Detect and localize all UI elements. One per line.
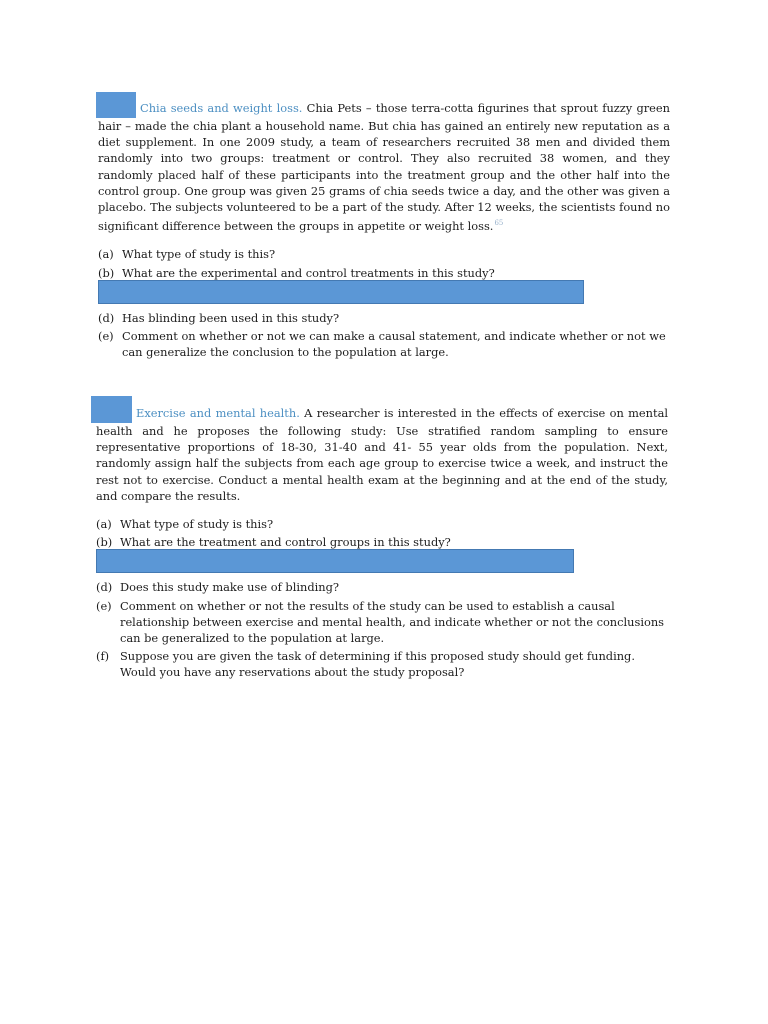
question-label: (d) — [96, 580, 113, 595]
problem-title: Chia seeds and weight loss. — [140, 101, 303, 115]
question-list — [96, 516, 668, 681]
question-text: What type of study is this? — [120, 517, 274, 532]
question-label: (e) — [96, 598, 112, 613]
question-label: (b) — [98, 265, 115, 280]
question-text: What are the experimental and control treatments in this study? — [122, 265, 495, 280]
question-item — [98, 246, 670, 262]
redacted-problem-number — [96, 92, 136, 118]
question-text: What are the treatment and control groups in this study? — [120, 535, 451, 550]
question-item — [96, 516, 668, 532]
question-item — [96, 648, 668, 680]
problem-intro — [96, 396, 668, 504]
redaction-bar — [96, 549, 574, 573]
redacted-problem-number — [91, 396, 132, 423]
question-text: Does this study make use of blinding? — [120, 580, 340, 595]
question-label: (a) — [98, 247, 114, 262]
question-label: (d) — [98, 310, 115, 325]
problem-exercise-mental-health — [96, 396, 668, 683]
problem-title: Exercise and mental health. — [136, 406, 300, 420]
redacted-question — [96, 549, 668, 573]
question-text: Comment on whether or not we can make a causal statement, and indicate whether or not we can generalize the conclusion to the population at large. — [122, 329, 666, 360]
question-label: (e) — [98, 329, 114, 344]
problem-body: Chia Pets – those terra-cotta figurines that sprout fuzzy green hair – made the chia plant a household name. But chia has gained an entirely new reputation as a diet supplement. In one 2009 study, a team of researchers recruited 38 men and divided them randomly into two groups: treatment or control. They also recruited 38 women, and they randomly placed half of these participants into the treatment group and the other half into the control group. One group was given 25 grams of chia seeds twice a day, and the other was given a placebo. The subjects volunteered to be a part of the study. After 12 weeks, the scientists found no significant difference between the groups in appetite or weight loss. — [98, 101, 671, 234]
question-text: Comment on whether or not the results of the study can be used to establish a causal relationship between exercise and mental health, and indicate whether or not the conclusions can be generalized to the population at large. — [120, 598, 665, 646]
redaction-bar — [98, 280, 584, 304]
question-list — [98, 246, 670, 360]
question-item — [98, 328, 670, 360]
problem-chia-seeds — [98, 92, 670, 362]
question-text: Has blinding been used in this study? — [122, 310, 340, 325]
question-label: (a) — [96, 517, 112, 532]
problem-body: A researcher is interested in the effects of exercise on mental health and he proposes the following study: Use stratified random sampling to ensure representative proportions of 18-30, 31-40 and 41- 55 year olds from the population. Next, randomly assign half the subjects from each age group to exercise twice a week, and instruct the rest not to exercise. Conduct a mental health exam at the beginning and at the end of the study, and compare the results. — [96, 406, 669, 503]
question-text: What type of study is this? — [122, 247, 276, 262]
question-text: Suppose you are given the task of determining if this proposed study should get funding. Would you have any reservations about the study proposal? — [120, 649, 635, 680]
question-item — [96, 534, 668, 550]
question-item — [98, 265, 670, 281]
question-item — [96, 579, 668, 595]
redacted-question — [98, 280, 670, 304]
question-label: (f) — [96, 649, 110, 664]
question-item — [96, 598, 668, 647]
question-item — [98, 310, 670, 326]
footnote-ref: 65 — [494, 219, 504, 228]
question-label: (b) — [96, 535, 113, 550]
problem-intro — [98, 92, 670, 234]
